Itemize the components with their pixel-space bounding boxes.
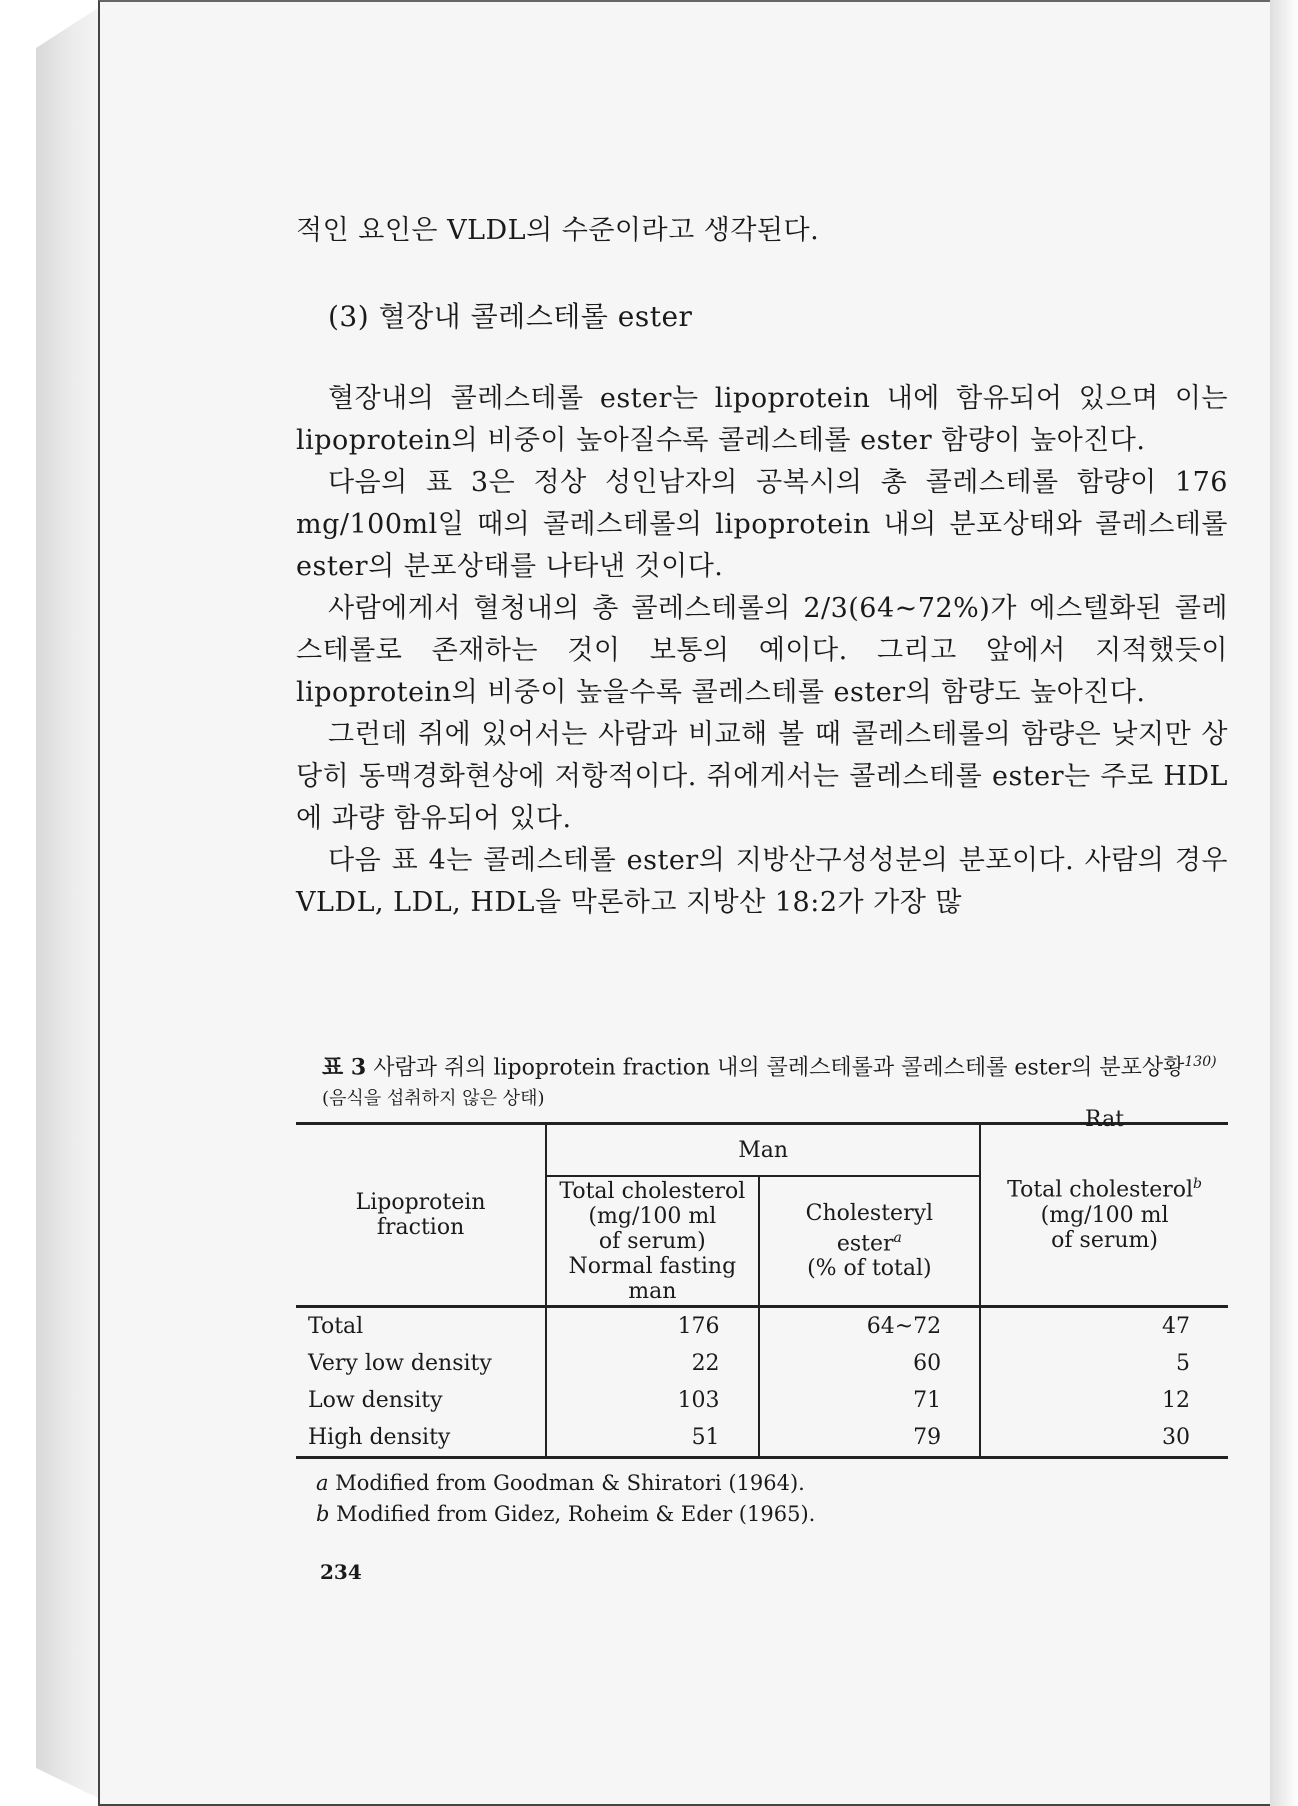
paragraph: 다음 표 4는 콜레스테롤 ester의 지방산구성성분의 분포이다. 사람의 경우 VLDL, LDL, HDL을 막론하고 지방산 18:2가 가장 많: [296, 845, 1228, 918]
row-label: Total: [308, 1314, 364, 1339]
table-row: [296, 1382, 1228, 1419]
cell-man-total: 103: [546, 1382, 758, 1419]
header-group-rat: Rat: [1085, 1107, 1125, 1133]
book-shadow: [1268, 0, 1298, 1806]
row-label: Low density: [308, 1388, 443, 1413]
book-page: [98, 0, 1270, 1806]
cell-man-total: 51: [546, 1419, 758, 1458]
table-caption-note: (음식을 섭취하지 않은 상태): [322, 1088, 545, 1110]
cell-ester: 60: [759, 1345, 981, 1382]
section-heading: (3) 혈장내 콜레스테롤 ester: [328, 300, 693, 333]
row-label: Very low density: [308, 1351, 492, 1376]
continued-sentence: 적인 요인은 VLDL의 수준이라고 생각된다.: [296, 215, 820, 246]
table-footnotes: [316, 1468, 815, 1530]
footnote: b Modified from Gidez, Roheim & Eder (1965).: [316, 1502, 816, 1526]
header-rat-total-cholesterol: Rat Total cholesterol$^b$ (mg/100 ml of serum): [980, 1124, 1228, 1307]
paragraph: 다음의 표 3은 정상 성인남자의 공복시의 총 콜레스테롤 함량이 176 mg/100ml일 때의 콜레스테롤의 lipoprotein 내의 분포상태와 콜레스테롤 ester의 분포상태를 나타낸 것이다.: [296, 467, 1228, 582]
cell-rat-total: 12: [980, 1382, 1228, 1419]
cell-man-total: 176: [546, 1307, 758, 1346]
table-caption-text: 사람과 쥐의 lipoprotein fraction 내의 콜레스테롤과 콜레스테롤 ester의 분포상황: [373, 1055, 1185, 1081]
table-caption: [322, 1047, 1228, 1114]
cell-rat-total: 30: [980, 1419, 1228, 1458]
header-lipoprotein-fraction: Lipoprotein fraction: [355, 1190, 486, 1240]
header-group-man: Man: [546, 1124, 980, 1177]
row-label: High density: [308, 1425, 451, 1450]
cell-man-total: 22: [546, 1345, 758, 1382]
table-row: [296, 1419, 1228, 1458]
data-table: [296, 1107, 1228, 1459]
cell-ester: 64~72: [759, 1307, 981, 1346]
cell-ester: 71: [759, 1382, 981, 1419]
header-man-total-cholesterol: Total cholesterol (mg/100 ml of serum) Normal fasting man: [546, 1176, 758, 1307]
cell-ester: 79: [759, 1419, 981, 1458]
table-row: [296, 1307, 1228, 1346]
cell-rat-total: 47: [980, 1307, 1228, 1346]
paragraph: 혈장내의 콜레스테롤 ester는 lipoprotein 내에 함유되어 있으며 이는 lipoprotein의 비중이 높아질수록 콜레스테롤 ester 함량이 높아진다.: [296, 383, 1228, 456]
table-label: 표 3: [322, 1054, 367, 1081]
table-row: [296, 1345, 1228, 1382]
body-text: [296, 378, 1228, 924]
page-number: 234: [320, 1560, 362, 1584]
table-caption-ref: 130): [1184, 1054, 1217, 1070]
book-spine-edge: [36, 8, 98, 1798]
paragraph: 사람에게서 혈청내의 총 콜레스테롤의 2/3(64~72%)가 에스텔화된 콜레스테롤로 존재하는 것이 보통의 예이다. 그리고 앞에서 지적했듯이 lipoprotein의 비중이 높을수록 콜레스테롤 ester의 함량도 높아진다.: [296, 593, 1228, 708]
header-cholesteryl-ester: Cholesteryl ester$^a$ (% of total): [805, 1200, 934, 1282]
footnote: a Modified from Goodman & Shiratori (1964).: [316, 1471, 805, 1495]
paragraph: 그런데 쥐에 있어서는 사람과 비교해 볼 때 콜레스테롤의 함량은 낮지만 상당히 동맥경화현상에 저항적이다. 쥐에게서는 콜레스테롤 ester는 주로 HDL에 과량 함유되어 있다.: [296, 719, 1228, 834]
cell-rat-total: 5: [980, 1345, 1228, 1382]
